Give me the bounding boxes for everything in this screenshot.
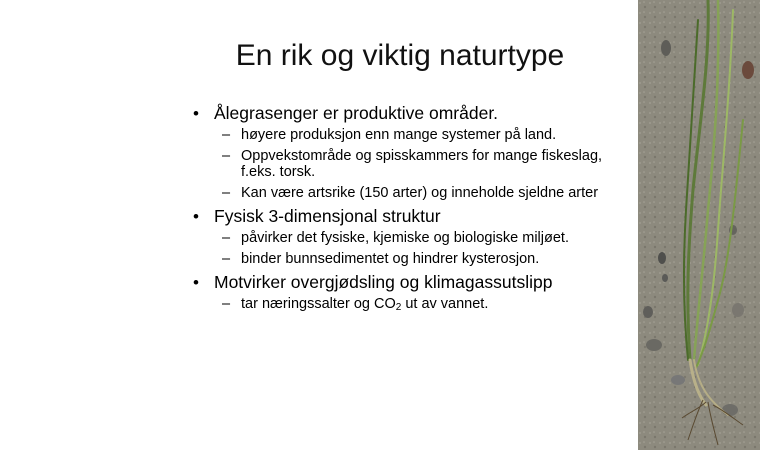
bullet-3-text: Motvirker overgjødsling og klimagassutslipp — [214, 272, 553, 292]
sub-bullet-2-1: – påvirker det fysiske, kjemiske og biologiske miljøet. — [190, 230, 635, 246]
sub-bullet-2-2: – binder bunnsedimentet og hindrer kysterosjon. — [190, 251, 635, 267]
bullet-1-text: Ålegrasenger er produktive områder. — [214, 103, 499, 123]
bullet-2 — [190, 206, 635, 227]
co2-text-before: tar næringssalter og CO — [241, 296, 396, 312]
eelgrass-photo — [638, 0, 760, 450]
co2-text-after: ut av vannet. — [401, 296, 489, 312]
co2-subscript: 2 — [395, 302, 402, 313]
sub-bullet-1-3: – Kan være artsrike (150 arter) og inneholde sjeldne arter — [190, 185, 635, 201]
bullet-list — [190, 99, 635, 321]
bullet-3 — [190, 272, 635, 293]
sub-bullet-1-1: – høyere produksjon enn mange systemer på land. — [190, 127, 635, 143]
bullet-1 — [190, 103, 635, 124]
sub-bullet-3-1 — [190, 296, 635, 316]
bullet-2-text: Fysisk 3-dimensjonal struktur — [214, 206, 441, 226]
slide-title: En rik og viktig naturtype — [235, 39, 565, 72]
sub-bullet-1-2: – Oppvekstområde og spisskammers for mange fiskeslag, f.eks. torsk. — [190, 148, 635, 180]
